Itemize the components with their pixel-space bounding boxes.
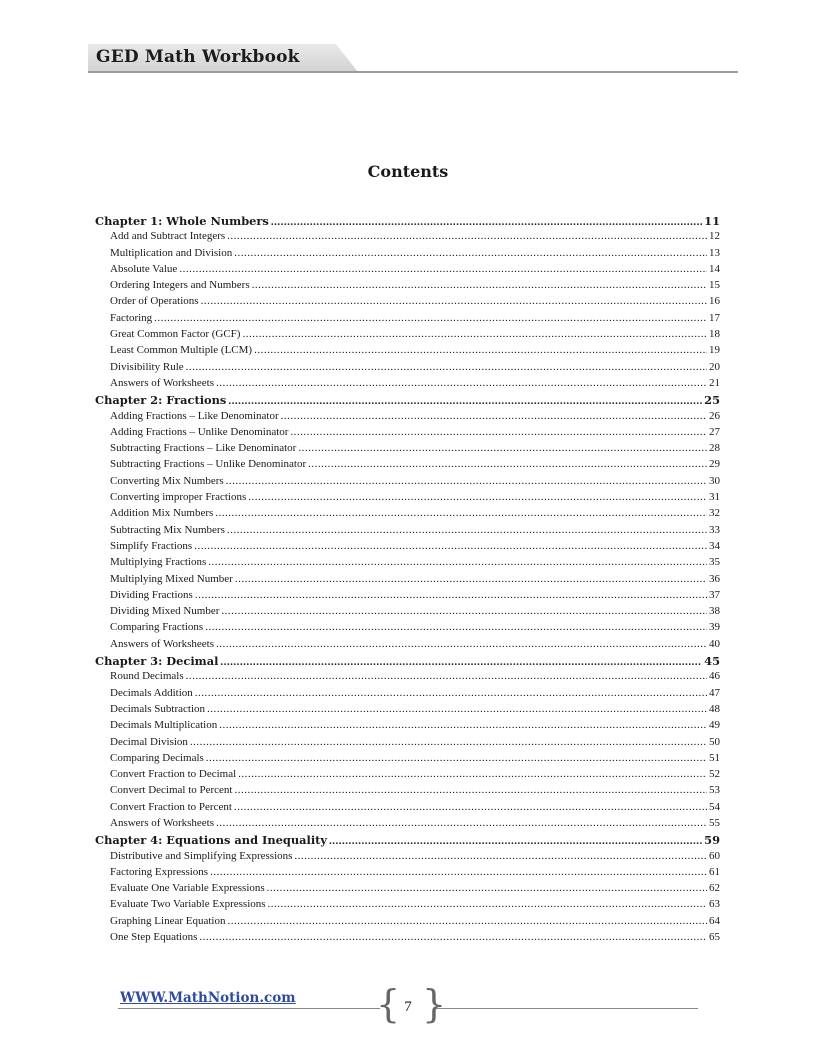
toc-entry-title: Simplify Fractions <box>110 539 193 552</box>
toc-dot-leader <box>298 442 707 454</box>
toc-section-row[interactable] <box>95 540 720 556</box>
toc-chapter-row[interactable] <box>95 393 720 409</box>
toc-section-row[interactable] <box>95 866 720 882</box>
toc-entry-title: Converting Mix Numbers <box>110 474 224 487</box>
toc-dot-leader <box>227 230 707 242</box>
toc-section-row[interactable] <box>95 442 720 458</box>
toc-entry-title: Converting improper Fractions <box>110 491 247 504</box>
right-brace-icon: } <box>422 982 447 1026</box>
toc-dot-leader <box>205 621 707 633</box>
toc-entry-title: Adding Fractions – Like Denominator <box>110 409 279 422</box>
toc-dot-leader <box>227 524 707 536</box>
toc-entry-title: Answers of Worksheets <box>110 376 215 389</box>
toc-section-row[interactable] <box>95 475 720 491</box>
toc-section-row[interactable] <box>95 931 720 947</box>
toc-entry-title: Least Common Multiple (LCM) <box>110 344 253 357</box>
toc-entry-title: Adding Fractions – Unlike Denominator <box>110 425 289 438</box>
toc-entry-page: 18 <box>709 328 720 341</box>
toc-entry-page: 53 <box>709 784 720 797</box>
footer-rule-left <box>118 1008 380 1009</box>
toc-dot-leader <box>268 898 707 910</box>
toc-entry-page: 40 <box>709 637 720 650</box>
toc-section-row[interactable] <box>95 605 720 621</box>
toc-entry-page: 49 <box>709 719 720 732</box>
toc-entry-title: Decimals Multiplication <box>110 719 218 732</box>
toc-entry-title: Chapter 1: Whole Numbers <box>95 214 269 228</box>
toc-section-row[interactable] <box>95 344 720 360</box>
toc-section-row[interactable] <box>95 279 720 295</box>
toc-entry-page: 47 <box>709 686 720 699</box>
toc-section-row[interactable] <box>95 670 720 686</box>
toc-entry-page: 27 <box>709 425 720 438</box>
toc-dot-leader <box>216 377 707 389</box>
toc-dot-leader <box>195 589 707 601</box>
toc-entry-page: 34 <box>709 539 720 552</box>
toc-entry-page: 63 <box>709 898 720 911</box>
toc-section-row[interactable] <box>95 573 720 589</box>
toc-section-row[interactable] <box>95 263 720 279</box>
table-of-contents <box>95 214 720 947</box>
toc-section-row[interactable] <box>95 589 720 605</box>
toc-entry-title: Subtracting Fractions – Like Denominator <box>110 442 297 455</box>
toc-dot-leader <box>228 395 702 407</box>
toc-entry-title: Divisibility Rule <box>110 360 184 373</box>
toc-dot-leader <box>271 216 702 228</box>
toc-entry-title: Comparing Fractions <box>110 621 204 634</box>
toc-section-row[interactable] <box>95 458 720 474</box>
toc-section-row[interactable] <box>95 621 720 637</box>
toc-entry-page: 13 <box>709 246 720 259</box>
toc-section-row[interactable] <box>95 295 720 311</box>
toc-dot-leader <box>235 784 708 796</box>
toc-dot-leader <box>210 866 707 878</box>
toc-dot-leader <box>267 882 707 894</box>
toc-entry-page: 36 <box>709 572 720 585</box>
left-brace-icon: { <box>376 982 401 1026</box>
toc-entry-page: 28 <box>709 442 720 455</box>
toc-entry-page: 25 <box>704 393 720 408</box>
toc-dot-leader <box>190 736 707 748</box>
toc-entry-page: 51 <box>709 751 720 764</box>
toc-chapter-row[interactable] <box>95 833 720 849</box>
toc-entry-title: Decimal Division <box>110 735 188 748</box>
toc-dot-leader <box>194 540 707 552</box>
toc-entry-title: Convert Decimal to Percent <box>110 784 233 797</box>
toc-dot-leader <box>242 328 707 340</box>
toc-chapter-row[interactable] <box>95 654 720 670</box>
toc-dot-leader <box>199 931 707 943</box>
toc-dot-leader <box>186 670 707 682</box>
footer-website-link[interactable]: WWW.MathNotion.com <box>120 990 296 1006</box>
toc-section-row[interactable] <box>95 524 720 540</box>
toc-section-row[interactable] <box>95 507 720 523</box>
toc-entry-title: Comparing Decimals <box>110 751 204 764</box>
toc-entry-page: 30 <box>709 474 720 487</box>
toc-entry-title: Answers of Worksheets <box>110 637 215 650</box>
toc-entry-page: 14 <box>709 262 720 275</box>
toc-entry-page: 54 <box>709 800 720 813</box>
toc-chapter-row[interactable] <box>95 214 720 230</box>
toc-section-row[interactable] <box>95 898 720 914</box>
toc-dot-leader <box>234 801 707 813</box>
toc-dot-leader <box>207 703 707 715</box>
toc-entry-title: Factoring Expressions <box>110 865 209 878</box>
toc-section-row[interactable] <box>95 882 720 898</box>
toc-heading: Contents <box>367 162 449 181</box>
toc-entry-page: 21 <box>709 376 720 389</box>
toc-dot-leader <box>220 656 702 668</box>
toc-section-row[interactable] <box>95 915 720 931</box>
toc-entry-page: 59 <box>704 833 720 848</box>
toc-entry-page: 15 <box>709 279 720 292</box>
toc-entry-page: 33 <box>709 523 720 536</box>
toc-dot-leader <box>215 507 707 519</box>
toc-entry-page: 29 <box>709 458 720 471</box>
toc-entry-title: Convert Fraction to Decimal <box>110 768 237 781</box>
toc-section-row[interactable] <box>95 328 720 344</box>
toc-section-row[interactable] <box>95 247 720 263</box>
toc-section-row[interactable] <box>95 687 720 703</box>
toc-section-row[interactable] <box>95 361 720 377</box>
toc-dot-leader <box>219 719 707 731</box>
toc-section-row[interactable] <box>95 850 720 866</box>
toc-dot-leader <box>281 410 707 422</box>
toc-dot-leader <box>179 263 707 275</box>
toc-entry-page: 26 <box>709 409 720 422</box>
toc-dot-leader <box>234 247 707 259</box>
toc-entry-title: Subtracting Fractions – Unlike Denominator <box>110 458 307 471</box>
toc-entry-page: 60 <box>709 849 720 862</box>
toc-dot-leader <box>227 915 707 927</box>
toc-dot-leader <box>154 312 707 324</box>
toc-entry-title: Distributive and Simplifying Expressions <box>110 849 293 862</box>
toc-entry-page: 46 <box>709 670 720 683</box>
toc-section-row[interactable] <box>95 752 720 768</box>
toc-dot-leader <box>216 638 707 650</box>
toc-section-row[interactable] <box>95 719 720 735</box>
toc-dot-leader <box>252 279 707 291</box>
toc-entry-title: Decimals Subtraction <box>110 702 206 715</box>
toc-entry-page: 55 <box>709 816 720 829</box>
toc-entry-page: 35 <box>709 556 720 569</box>
toc-entry-title: Chapter 3: Decimal <box>95 654 219 669</box>
toc-section-row[interactable] <box>95 736 720 752</box>
toc-dot-leader <box>290 426 707 438</box>
toc-dot-leader <box>221 605 707 617</box>
toc-entry-page: 17 <box>709 311 720 324</box>
toc-section-row[interactable] <box>95 410 720 426</box>
toc-entry-title: Answers of Worksheets <box>110 816 215 829</box>
toc-entry-page: 31 <box>709 491 720 504</box>
toc-entry-title: Multiplication and Division <box>110 246 233 259</box>
toc-entry-title: Multiplying Fractions <box>110 556 207 569</box>
toc-entry-title: Absolute Value <box>110 262 178 275</box>
toc-entry-page: 65 <box>709 931 720 944</box>
toc-entry-page: 19 <box>709 344 720 357</box>
toc-entry-title: Chapter 2: Fractions <box>95 393 227 408</box>
toc-entry-page: 11 <box>704 214 720 228</box>
toc-entry-title: Great Common Factor (GCF) <box>110 328 241 341</box>
toc-dot-leader <box>308 458 707 470</box>
toc-entry-title: Dividing Mixed Number <box>110 605 220 618</box>
toc-entry-page: 62 <box>709 882 720 895</box>
toc-dot-leader <box>294 850 707 862</box>
toc-entry-title: Convert Fraction to Percent <box>110 800 232 813</box>
toc-entry-page: 32 <box>709 507 720 520</box>
footer-page-number: 7 <box>404 999 412 1015</box>
toc-section-row[interactable] <box>95 491 720 507</box>
toc-section-row[interactable] <box>95 801 720 817</box>
toc-entry-title: Evaluate Two Variable Expressions <box>110 898 266 911</box>
toc-section-row[interactable] <box>95 230 720 246</box>
toc-section-row[interactable] <box>95 817 720 833</box>
header-title: GED Math Workbook <box>96 47 300 67</box>
toc-dot-leader <box>248 491 707 503</box>
toc-entry-page: 45 <box>704 654 720 669</box>
toc-section-row[interactable] <box>95 703 720 719</box>
toc-entry-page: 52 <box>709 768 720 781</box>
toc-dot-leader <box>186 361 707 373</box>
toc-entry-title: Addition Mix Numbers <box>110 507 214 520</box>
toc-section-row[interactable] <box>95 556 720 572</box>
toc-dot-leader <box>226 475 707 487</box>
toc-entry-title: Dividing Fractions <box>110 588 193 601</box>
toc-entry-title: Evaluate One Variable Expressions <box>110 882 265 895</box>
toc-entry-title: Round Decimals <box>110 670 184 683</box>
toc-dot-leader <box>235 573 707 585</box>
toc-entry-page: 39 <box>709 621 720 634</box>
toc-dot-leader <box>208 556 707 568</box>
toc-entry-title: Graphing Linear Equation <box>110 914 226 927</box>
toc-entry-title: Ordering Integers and Numbers <box>110 279 250 292</box>
toc-section-row[interactable] <box>95 784 720 800</box>
toc-entry-title: Decimals Addition <box>110 686 193 699</box>
toc-entry-page: 12 <box>709 230 720 243</box>
toc-dot-leader <box>206 752 707 764</box>
toc-entry-page: 16 <box>709 295 720 308</box>
toc-entry-page: 61 <box>709 865 720 878</box>
toc-entry-title: Factoring <box>110 311 153 324</box>
toc-dot-leader <box>329 835 702 847</box>
toc-entry-page: 64 <box>709 914 720 927</box>
toc-section-row[interactable] <box>95 768 720 784</box>
toc-section-row[interactable] <box>95 312 720 328</box>
toc-dot-leader <box>254 344 707 356</box>
toc-dot-leader <box>216 817 707 829</box>
toc-entry-title: Order of Operations <box>110 295 199 308</box>
toc-entry-page: 37 <box>709 588 720 601</box>
toc-dot-leader <box>195 687 707 699</box>
toc-section-row[interactable] <box>95 638 720 654</box>
toc-entry-page: 38 <box>709 605 720 618</box>
toc-section-row[interactable] <box>95 426 720 442</box>
toc-entry-title: One Step Equations <box>110 931 198 944</box>
toc-entry-title: Add and Subtract Integers <box>110 230 226 243</box>
toc-entry-page: 20 <box>709 360 720 373</box>
toc-dot-leader <box>201 295 707 307</box>
toc-dot-leader <box>238 768 707 780</box>
toc-entry-page: 48 <box>709 702 720 715</box>
toc-entry-title: Chapter 4: Equations and Inequality <box>95 833 328 848</box>
toc-entry-title: Multiplying Mixed Number <box>110 572 233 585</box>
toc-entry-page: 50 <box>709 735 720 748</box>
toc-entry-title: Subtracting Mix Numbers <box>110 523 225 536</box>
toc-section-row[interactable] <box>95 377 720 393</box>
footer-rule-right <box>436 1008 698 1009</box>
header-rule <box>88 71 738 73</box>
